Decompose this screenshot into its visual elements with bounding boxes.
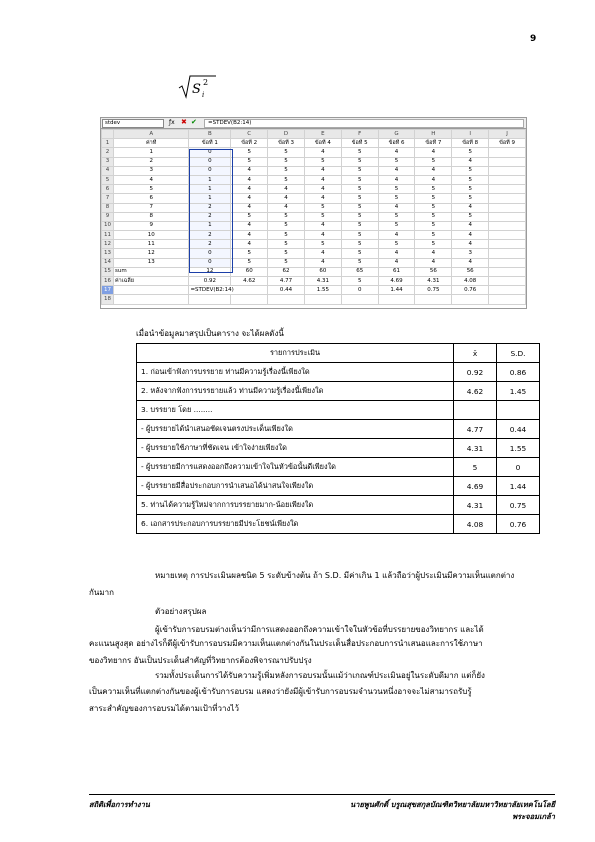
sheet-cell[interactable]: 0 xyxy=(189,148,231,157)
sheet-cell[interactable]: 3 xyxy=(452,249,489,258)
sheet-cell[interactable]: =STDEV(B2:14) xyxy=(189,286,268,295)
sheet-cell[interactable]: 5 xyxy=(452,148,489,157)
sheet-cell[interactable]: 0 xyxy=(189,249,231,258)
sheet-cell[interactable]: 5 xyxy=(268,148,305,157)
sheet-cell[interactable]: 3 xyxy=(113,166,188,175)
example-paragraph-1-line2: คะแนนสูงสุด อย่างไรก็ดีผู้เข้ารับการอบรมมีความเห็นแตกต่างกันในประเด็นสื่อประกอบการนำเสนอและการใช้ภาษา xyxy=(89,639,483,648)
sheet-cell[interactable]: 5 xyxy=(415,203,452,212)
sheet-row xyxy=(102,231,526,240)
sheet-cell[interactable]: 60 xyxy=(304,267,341,276)
sheet-cell[interactable]: 4 xyxy=(452,231,489,240)
sheet-cell[interactable]: 5 xyxy=(452,185,489,194)
row-header[interactable]: 6 xyxy=(102,185,114,194)
footer-right-text: นายพูนศักดิ์ บรูณสุขสกุลบัณฑิตวิทยาลัยมหาวิทยาลัยเทคโนโลยีพระจอมเกล้า xyxy=(350,800,555,821)
sheet-cell[interactable]: 5 xyxy=(113,185,188,194)
sheet-cell[interactable]: ข้อที่ 9 xyxy=(489,139,526,148)
results-mean: 4.08 xyxy=(454,515,497,534)
sheet-cell[interactable]: ข้อที่ 4 xyxy=(304,139,341,148)
column-header[interactable]: J xyxy=(489,130,526,139)
sheet-cell[interactable]: 4 xyxy=(415,175,452,184)
sheet-cell[interactable]: 5 xyxy=(415,212,452,221)
results-item: 5. ท่านได้ความรู้ใหม่จากการบรรยายมาก-น้อยเพียงใด xyxy=(137,496,454,515)
sheet-cell[interactable]: 1 xyxy=(189,175,231,184)
results-header-row xyxy=(137,344,540,363)
sheet-cell[interactable]: 4 xyxy=(452,240,489,249)
footer-divider xyxy=(89,794,555,795)
results-sd: 0.44 xyxy=(497,420,540,439)
sheet-cell[interactable]: 4 xyxy=(378,175,415,184)
sheet-cell[interactable] xyxy=(489,221,526,230)
sheet-cell[interactable]: 5 xyxy=(341,185,378,194)
sheet-cell[interactable]: 5 xyxy=(415,240,452,249)
sheet-cell[interactable]: 4 xyxy=(268,185,305,194)
sheet-cell[interactable]: 5 xyxy=(231,249,268,258)
row-header[interactable]: 7 xyxy=(102,194,114,203)
sheet-row xyxy=(102,194,526,203)
sheet-cell[interactable] xyxy=(489,240,526,249)
sheet-cell[interactable]: 5 xyxy=(415,194,452,203)
sheet-row xyxy=(102,203,526,212)
results-sd xyxy=(497,401,540,420)
sheet-cell[interactable]: 4 xyxy=(304,175,341,184)
sheet-cell[interactable] xyxy=(489,203,526,212)
sheet-row xyxy=(102,240,526,249)
sheet-row xyxy=(102,185,526,194)
header-item: รายการประเมิน xyxy=(137,344,454,363)
accept-icon[interactable]: ✔ xyxy=(191,118,197,126)
sheet-cell[interactable]: 1.44 xyxy=(378,286,415,295)
function-wizard-icon[interactable]: ƒx xyxy=(169,119,175,126)
sheet-cell[interactable]: 5 xyxy=(341,240,378,249)
column-header[interactable]: A xyxy=(113,130,188,139)
results-mean: 4.69 xyxy=(454,477,497,496)
row-header[interactable]: 16 xyxy=(102,277,114,286)
sheet-cell[interactable]: ข้อที่ 2 xyxy=(231,139,268,148)
sheet-cell[interactable] xyxy=(489,194,526,203)
results-item: - ผู้บรรยายใช้ภาษาที่ชัดเจน เข้าใจง่ายเพียงใด xyxy=(137,439,454,458)
sheet-cell[interactable]: 4 xyxy=(268,194,305,203)
sheet-cell[interactable]: 60 xyxy=(231,267,268,276)
sheet-cell[interactable] xyxy=(415,295,452,304)
sheet-cell[interactable]: 7 xyxy=(113,203,188,212)
sheet-cell[interactable]: 4 xyxy=(304,185,341,194)
sheet-cell[interactable]: 5 xyxy=(378,157,415,166)
sheet-cell[interactable]: 2 xyxy=(189,240,231,249)
sheet-cell[interactable] xyxy=(489,258,526,267)
sheet-cell[interactable]: 5 xyxy=(341,194,378,203)
sheet-row xyxy=(102,157,526,166)
header-sd: S.D. xyxy=(497,344,540,363)
sheet-row xyxy=(102,139,526,148)
sheet-row xyxy=(102,166,526,175)
results-mean: 4.62 xyxy=(454,382,497,401)
formula-sub: i xyxy=(202,91,205,99)
results-mean: 4.77 xyxy=(454,420,497,439)
sheet-cell[interactable]: 4.31 xyxy=(415,277,452,286)
sheet-cell[interactable]: 5 xyxy=(341,203,378,212)
results-row xyxy=(137,496,540,515)
sheet-cell[interactable]: ข้อที่ 5 xyxy=(341,139,378,148)
sheet-cell[interactable]: 1 xyxy=(189,221,231,230)
sheet-row xyxy=(102,148,526,157)
sheet-cell[interactable]: 4 xyxy=(415,258,452,267)
sheet-cell[interactable]: 5 xyxy=(415,157,452,166)
results-item: 2. หลังจากฟังการบรรยายแล้ว ท่านมีความรู้เรื่องนี้เพียงใด xyxy=(137,382,454,401)
sheet-cell[interactable] xyxy=(489,231,526,240)
sheet-cell[interactable] xyxy=(489,185,526,194)
sheet-cell[interactable] xyxy=(489,277,526,286)
sheet-cell[interactable] xyxy=(489,148,526,157)
spreadsheet-screenshot xyxy=(100,117,527,309)
sheet-cell[interactable]: 5 xyxy=(452,194,489,203)
sheet-cell[interactable] xyxy=(489,267,526,276)
sheet-row xyxy=(102,175,526,184)
sheet-cell[interactable] xyxy=(268,295,305,304)
results-row xyxy=(137,382,540,401)
sheet-cell[interactable]: 1.55 xyxy=(304,286,341,295)
row-header[interactable]: 3 xyxy=(102,157,114,166)
results-row xyxy=(137,515,540,534)
row-header[interactable]: 11 xyxy=(102,231,114,240)
row-header[interactable]: 13 xyxy=(102,249,114,258)
sheet-cell[interactable] xyxy=(231,295,268,304)
sheet-cell[interactable]: 4.31 xyxy=(304,277,341,286)
sheet-cell[interactable]: 61 xyxy=(378,267,415,276)
sheet-cell[interactable]: 4.69 xyxy=(378,277,415,286)
sheet-cell[interactable]: 5 xyxy=(341,258,378,267)
sheet-cell[interactable]: 5 xyxy=(341,148,378,157)
results-item: - ผู้บรรยายมีสื่อประกอบการนำเสนอได้น่าสนใจเพียงใด xyxy=(137,477,454,496)
sheet-cell[interactable]: 4 xyxy=(231,185,268,194)
sheet-cell[interactable] xyxy=(489,249,526,258)
sheet-cell[interactable]: 0.44 xyxy=(268,286,305,295)
sheet-cell[interactable]: 5 xyxy=(268,157,305,166)
results-mean: 5 xyxy=(454,458,497,477)
sheet-cell[interactable]: 5 xyxy=(452,212,489,221)
column-header[interactable] xyxy=(102,130,114,139)
results-sd: 0 xyxy=(497,458,540,477)
sheet-cell[interactable]: ค่าที่ xyxy=(113,139,188,148)
sheet-grid xyxy=(101,129,526,305)
sheet-cell[interactable]: 5 xyxy=(341,231,378,240)
sheet-cell[interactable]: 5 xyxy=(378,212,415,221)
sheet-row xyxy=(102,267,526,276)
sheet-cell[interactable]: 4 xyxy=(304,221,341,230)
formula-base: S xyxy=(192,82,201,97)
results-row xyxy=(137,420,540,439)
sheet-cell[interactable]: 5 xyxy=(268,221,305,230)
sheet-row xyxy=(102,249,526,258)
example-title: ตัวอย่างสรุปผล xyxy=(155,607,207,616)
sheet-cell[interactable]: 5 xyxy=(378,240,415,249)
sheet-cell[interactable]: 56 xyxy=(452,267,489,276)
sheet-cell[interactable]: 0.76 xyxy=(452,286,489,295)
row-header[interactable]: 9 xyxy=(102,212,114,221)
sheet-cell[interactable] xyxy=(489,212,526,221)
sheet-cell[interactable]: 1 xyxy=(189,185,231,194)
sheet-cell[interactable]: 5 xyxy=(452,175,489,184)
results-row xyxy=(137,401,540,420)
sheet-cell[interactable]: 4 xyxy=(452,221,489,230)
results-row xyxy=(137,477,540,496)
column-header[interactable]: E xyxy=(304,130,341,139)
row-header[interactable]: 14 xyxy=(102,258,114,267)
sheet-cell[interactable]: 5 xyxy=(304,157,341,166)
sheet-cell[interactable] xyxy=(489,166,526,175)
sheet-cell[interactable]: 5 xyxy=(341,249,378,258)
sheet-row xyxy=(102,221,526,230)
sheet-cell[interactable]: 4 xyxy=(231,240,268,249)
sheet-cell[interactable]: 0.92 xyxy=(189,277,231,286)
sheet-cell[interactable]: 5 xyxy=(452,166,489,175)
column-header[interactable]: H xyxy=(415,130,452,139)
sheet-cell[interactable]: 4 xyxy=(304,249,341,258)
sheet-cell[interactable]: 4 xyxy=(304,148,341,157)
sheet-row xyxy=(102,258,526,267)
sheet-cell[interactable]: 4 xyxy=(231,203,268,212)
sheet-cell[interactable]: 5 xyxy=(304,203,341,212)
sheet-row xyxy=(102,286,526,295)
sheet-cell[interactable]: 4 xyxy=(378,203,415,212)
sheet-cell[interactable]: 5 xyxy=(268,258,305,267)
sheet-cell[interactable]: ข้อที่ 1 xyxy=(189,139,231,148)
row-header[interactable]: 15 xyxy=(102,267,114,276)
results-row xyxy=(137,439,540,458)
sheet-cell[interactable]: 0 xyxy=(341,286,378,295)
column-header[interactable]: D xyxy=(268,130,305,139)
sheet-cell[interactable]: 5 xyxy=(415,221,452,230)
sqrt-formula xyxy=(178,73,218,99)
sheet-cell[interactable]: 4 xyxy=(268,203,305,212)
example-paragraph-1: ผู้เข้ารับการอบรมต่างเห็นว่ามีการแสดงออกถึงความเข้าใจในหัวข้อที่บรรยายของวิทยากร และได้ xyxy=(155,625,484,634)
sheet-cell[interactable]: 5 xyxy=(231,148,268,157)
example-paragraph-2: รวมทั้งประเด็นการได้รับความรู้เพิ่มหลังการอบรมนั้นแม้ว่าเกณฑ์ประเมินอยู่ในระดับดีมาก แต่ก็ยัง xyxy=(155,671,485,680)
results-sd: 1.45 xyxy=(497,382,540,401)
sheet-cell[interactable] xyxy=(304,295,341,304)
sheet-cell[interactable]: 4 xyxy=(415,166,452,175)
sheet-cell[interactable]: 0 xyxy=(189,166,231,175)
sheet-cell[interactable]: 4.77 xyxy=(268,277,305,286)
results-row xyxy=(137,458,540,477)
sheet-cell[interactable]: 5 xyxy=(268,240,305,249)
sheet-cell[interactable]: 0.75 xyxy=(415,286,452,295)
sheet-cell[interactable] xyxy=(113,295,188,304)
sheet-cell[interactable]: 0 xyxy=(189,258,231,267)
sheet-cell[interactable] xyxy=(189,295,231,304)
sheet-cell[interactable]: 4 xyxy=(378,148,415,157)
sheet-cell[interactable]: ข้อที่ 8 xyxy=(452,139,489,148)
column-header[interactable]: C xyxy=(231,130,268,139)
sheet-cell[interactable]: 5 xyxy=(341,212,378,221)
results-item: 1. ก่อนเข้าฟังการบรรยาย ท่านมีความรู้เรื่องนี้เพียงใด xyxy=(137,363,454,382)
sheet-cell[interactable]: 4 xyxy=(378,231,415,240)
sheet-cell[interactable]: 9 xyxy=(113,221,188,230)
results-sd: 0.76 xyxy=(497,515,540,534)
sheet-cell[interactable]: 56 xyxy=(415,267,452,276)
sheet-cell[interactable]: 5 xyxy=(415,185,452,194)
results-item: 6. เอกสารประกอบการบรรยายมีประโยชน์เพียงใด xyxy=(137,515,454,534)
sheet-cell[interactable]: 5 xyxy=(231,212,268,221)
sheet-cell[interactable]: 5 xyxy=(341,166,378,175)
sheet-cell[interactable]: 5 xyxy=(231,258,268,267)
results-sd: 1.55 xyxy=(497,439,540,458)
sheet-cell[interactable] xyxy=(489,175,526,184)
header-mean: x̄ xyxy=(454,344,497,363)
sheet-cell[interactable]: 62 xyxy=(268,267,305,276)
column-header-row xyxy=(102,130,526,139)
note-paragraph: หมายเหตุ การประเมินผลชนิด 5 ระดับข้างต้น ถ้า S.D. มีค่าเกิน 1 แล้วถือว่าผู้ประเมินมีความเห็นแตกต่าง xyxy=(155,571,515,580)
results-mean xyxy=(454,401,497,420)
sheet-cell[interactable]: sum xyxy=(113,267,188,276)
sheet-row xyxy=(102,277,526,286)
sheet-cell[interactable]: 4 xyxy=(452,258,489,267)
example-paragraph-1-line3: ของวิทยากร อันเป็นประเด็นสำคัญที่วิทยากรต้องพิจารณาปรับปรุง xyxy=(89,656,312,665)
sheet-cell[interactable]: 5 xyxy=(378,194,415,203)
sheet-row xyxy=(102,212,526,221)
sheet-cell[interactable]: 6 xyxy=(113,194,188,203)
results-mean: 4.31 xyxy=(454,439,497,458)
formula-input[interactable]: =STDEV(B2:14) xyxy=(204,119,524,128)
column-header[interactable]: I xyxy=(452,130,489,139)
sheet-cell[interactable]: 5 xyxy=(341,175,378,184)
formula-bar xyxy=(101,118,526,129)
cancel-icon[interactable]: ✖ xyxy=(181,118,187,126)
sheet-cell[interactable]: 4 xyxy=(378,249,415,258)
sheet-cell[interactable]: 5 xyxy=(341,157,378,166)
sheet-cell[interactable]: 4 xyxy=(231,194,268,203)
results-mean: 4.31 xyxy=(454,496,497,515)
sheet-cell[interactable]: 5 xyxy=(341,221,378,230)
results-mean: 0.92 xyxy=(454,363,497,382)
row-header[interactable]: 4 xyxy=(102,166,114,175)
column-header[interactable]: B xyxy=(189,130,231,139)
row-header[interactable]: 17 xyxy=(102,286,114,295)
sheet-cell[interactable]: 0 xyxy=(189,157,231,166)
sheet-cell[interactable] xyxy=(341,295,378,304)
results-table xyxy=(136,343,540,534)
name-box[interactable]: stdev xyxy=(102,119,164,128)
sheet-cell[interactable] xyxy=(489,286,526,295)
sheet-cell[interactable]: 4 xyxy=(415,148,452,157)
sheet-cell[interactable]: 4.62 xyxy=(231,277,268,286)
sheet-cell[interactable]: 4 xyxy=(231,221,268,230)
row-header[interactable]: 10 xyxy=(102,221,114,230)
sheet-cell[interactable]: 5 xyxy=(378,221,415,230)
sheet-cell[interactable]: 5 xyxy=(268,249,305,258)
sheet-cell[interactable]: 4 xyxy=(231,166,268,175)
results-sd: 0.75 xyxy=(497,496,540,515)
results-item: - ผู้บรรยายได้นำเสนอชัดเจนตรงประเด็นเพียงใด xyxy=(137,420,454,439)
column-header[interactable]: G xyxy=(378,130,415,139)
sheet-cell[interactable] xyxy=(489,295,526,304)
sheet-cell[interactable]: 12 xyxy=(189,267,231,276)
sheet-row xyxy=(102,295,526,304)
sheet-cell[interactable]: 4 xyxy=(304,194,341,203)
example-paragraph-2-line2: เป็นความเห็นที่แตกต่างกันของผู้เข้ารับการอบรม แสดงว่ายังมีผู้เข้ารับการอบรมจำนวนหนึ่งอาจจะไม่สามารถรับรู้ xyxy=(89,687,472,696)
sheet-cell[interactable]: 5 xyxy=(268,231,305,240)
sheet-cell[interactable]: 4 xyxy=(415,249,452,258)
sheet-cell[interactable]: 5 xyxy=(378,185,415,194)
sheet-cell[interactable]: 5 xyxy=(341,277,378,286)
row-header[interactable]: 5 xyxy=(102,175,114,184)
sheet-cell[interactable]: 4 xyxy=(231,175,268,184)
sheet-cell[interactable] xyxy=(452,295,489,304)
sheet-cell[interactable]: 5 xyxy=(268,166,305,175)
sheet-cell[interactable]: 1 xyxy=(189,194,231,203)
sheet-cell[interactable]: ข้อที่ 7 xyxy=(415,139,452,148)
sheet-cell[interactable]: 4 xyxy=(231,231,268,240)
sheet-cell[interactable]: 2 xyxy=(113,157,188,166)
row-header[interactable]: 2 xyxy=(102,148,114,157)
sheet-cell[interactable]: 4 xyxy=(304,166,341,175)
sheet-cell[interactable]: 5 xyxy=(304,240,341,249)
sheet-cell[interactable] xyxy=(489,157,526,166)
results-sd: 1.44 xyxy=(497,477,540,496)
column-header[interactable]: F xyxy=(341,130,378,139)
sheet-cell[interactable]: 4 xyxy=(452,203,489,212)
sheet-cell[interactable]: 5 xyxy=(304,212,341,221)
results-item: 3. บรรยาย โดย ........ xyxy=(137,401,454,420)
footer-left-text: สถิติเพื่อการทำงาน xyxy=(89,800,150,809)
sheet-cell[interactable]: 8 xyxy=(113,212,188,221)
results-sd: 0.86 xyxy=(497,363,540,382)
row-header[interactable]: 18 xyxy=(102,295,114,304)
sheet-cell[interactable]: 5 xyxy=(268,175,305,184)
sheet-cell[interactable]: 4 xyxy=(378,258,415,267)
sheet-cell[interactable]: 4 xyxy=(113,175,188,184)
sheet-cell[interactable]: 4.08 xyxy=(452,277,489,286)
sheet-cell[interactable]: 2 xyxy=(189,231,231,240)
row-header[interactable]: 8 xyxy=(102,203,114,212)
sheet-cell[interactable]: 5 xyxy=(268,212,305,221)
sheet-cell[interactable]: 5 xyxy=(415,231,452,240)
sheet-cell[interactable]: 12 xyxy=(113,249,188,258)
sheet-cell[interactable]: 2 xyxy=(189,212,231,221)
intro-text: เมื่อนำข้อมูลมาสรุปเป็นตาราง จะได้ผลดังนี้ xyxy=(136,329,284,338)
row-header[interactable]: 12 xyxy=(102,240,114,249)
sheet-cell[interactable]: 4 xyxy=(304,258,341,267)
formula-sup: 2 xyxy=(203,78,209,87)
sheet-cell[interactable]: 13 xyxy=(113,258,188,267)
page-number: 9 xyxy=(530,34,537,44)
sheet-cell[interactable]: ค่าเฉลี่ย xyxy=(113,277,188,286)
sheet-cell[interactable]: 4 xyxy=(304,231,341,240)
sheet-cell[interactable]: 4 xyxy=(378,166,415,175)
sheet-cell[interactable]: ข้อที่ 3 xyxy=(268,139,305,148)
results-item: - ผู้บรรยายมีการแสดงออกถึงความเข้าใจในหัวข้อนั้นดีเพียงใด xyxy=(137,458,454,477)
sheet-cell[interactable] xyxy=(378,295,415,304)
sheet-cell[interactable]: 2 xyxy=(189,203,231,212)
results-row xyxy=(137,363,540,382)
sheet-cell[interactable]: 10 xyxy=(113,231,188,240)
sheet-cell[interactable]: 5 xyxy=(231,157,268,166)
sheet-cell[interactable]: 11 xyxy=(113,240,188,249)
sheet-cell[interactable]: 65 xyxy=(341,267,378,276)
sheet-cell[interactable] xyxy=(113,286,188,295)
sheet-cell[interactable]: ข้อที่ 6 xyxy=(378,139,415,148)
row-header[interactable]: 1 xyxy=(102,139,114,148)
note-paragraph-cont: กันมาก xyxy=(89,588,114,597)
sheet-cell[interactable]: 4 xyxy=(452,157,489,166)
sheet-cell[interactable]: 1 xyxy=(113,148,188,157)
example-paragraph-2-line3: สาระสำคัญของการอบรมได้ตามเป้าที่วางไว้ xyxy=(89,704,239,713)
